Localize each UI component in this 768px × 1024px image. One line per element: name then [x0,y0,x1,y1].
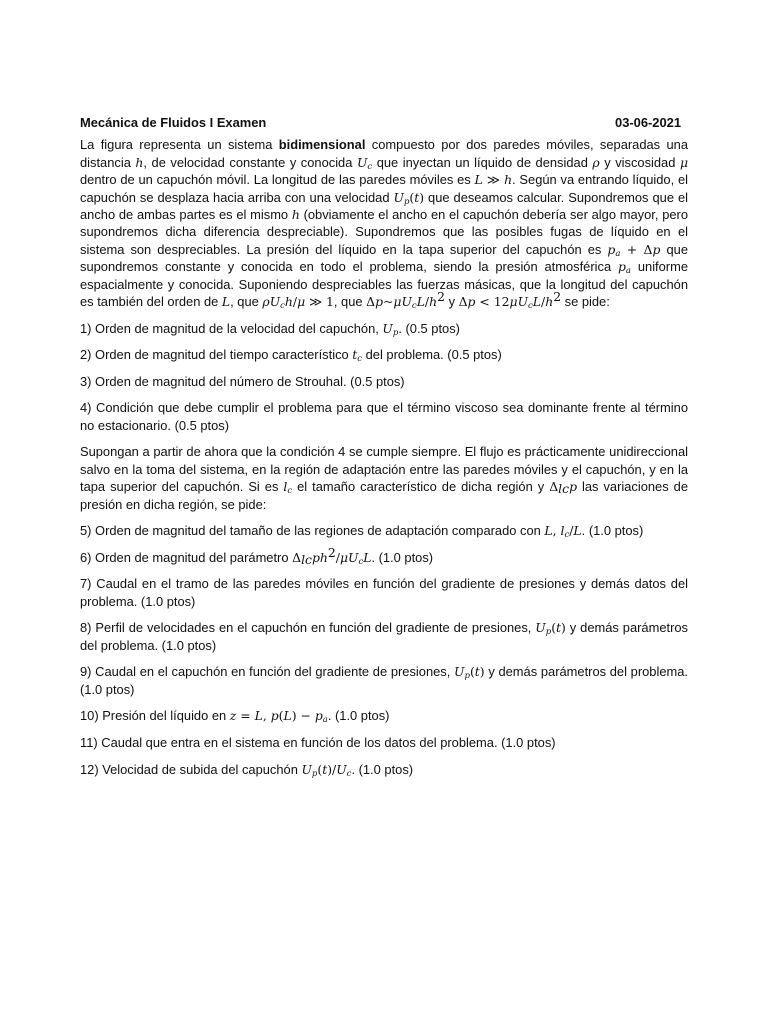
exam-content [80,114,688,787]
exam-title: Mecánica de Fluidos I Examen [80,115,267,130]
question-1: 1) Orden de magnitud de la velocidad del capuchón, $U_p$. (0.5 ptos) [80,320,460,338]
question-8: 8) Perfil de velocidades en el capuchón en función del gradiente de presiones, $U_p(t)$ y demás parámetros del problema. (1.0 ptos) [80,620,688,653]
question-7: 7) Caudal en el tramo de las paredes móviles en función del gradiente de presiones y demás datos del problema. (1.0 ptos) [80,576,688,609]
exam-date: 03-06-2021 [615,115,681,130]
question-12: 12) Velocidad de subida del capuchón $U_p(t)/U_c$. (1.0 ptos) [80,761,414,779]
question-9: 9) Caudal en el capuchón en función del gradiente de presiones, $U_p(t)$ y demás parámetros del problema. (1.0 ptos) [80,664,688,697]
question-3: 3) Orden de magnitud del número de Strouhal. (0.5 ptos) [80,373,405,389]
problem-statement: La figura representa un sistema bidimensional compuesto por dos paredes móviles, separadas una distancia h, de velocidad constante y conocida $U_c$ que inyectan un líquido de densidad ρ y viscosidad μ dentro de un capuchón móvil. La longitud de las paredes móviles es L ≫ h. Según va entrando líquido, el capuchón se desplaza hacia arriba con una velocidad $U_p(t)$ que deseamos calcular. Supondremos que el ancho de ambas partes es el mismo h (obviamente el ancho en el capuchón debería ser algo mayor, pero supondremos dicha diferencia despreciable). Supondremos que las posibles fugas de líquido en el sistema son despreciables. La presión del líquido en la tapa superior del capuchón es $p_a + \Delta p$ que supondremos constante y conocida en todo el problema, siendo la presión atmosférica $p_a$ uniforme espacialmente y conocida. Suponiendo despreciables las fuerzas másicas, que la longitud del capuchón es también del orden de L, que $\rho U_ch/\mu$ ≫ 1, que $\Delta p\sim\mu U_cL/h^2$ y $\Delta p < 12\mu U_cL/h^2$ se pide: [80,137,689,312]
question-11: 11) Caudal que entra en el sistema en función de los datos del problema. (1.0 ptos) [80,735,556,751]
question-5: 5) Orden de magnitud del tamaño de las regiones de adaptación comparado con L, $l_c/L$. (1.0 ptos) [80,523,644,541]
bold-term: bidimensional [278,137,366,153]
question-2: 2) Orden de magnitud del tiempo característico $t_c$ del problema. (0.5 ptos) [80,347,502,365]
question-6: 6) Orden de magnitud del parámetro $\Delta_{lc}ph^2/\mu U_cL$. (1.0 ptos) [80,544,434,567]
question-4: 4) Condición que debe cumplir el problema para que el término viscoso sea dominante frente al término no estacionario. (0.5 ptos) [80,400,688,433]
page-header [80,114,688,131]
problem-statement-2: Supongan a partir de ahora que la condición 4 se cumple siempre. El flujo es prácticamente unidireccional salvo en la toma del sistema, en la región de adaptación entre las paredes móviles y el capuchón, y en la tapa superior del capuchón. Si es $l_c$ el tamaño característico de dicha región y $\Delta_{lc}p$ las variaciones de presión en dicha región, se pide: [80,444,689,512]
question-10: 10) Presión del líquido en z = L, $p(L) - p_a$. (1.0 ptos) [80,708,390,726]
